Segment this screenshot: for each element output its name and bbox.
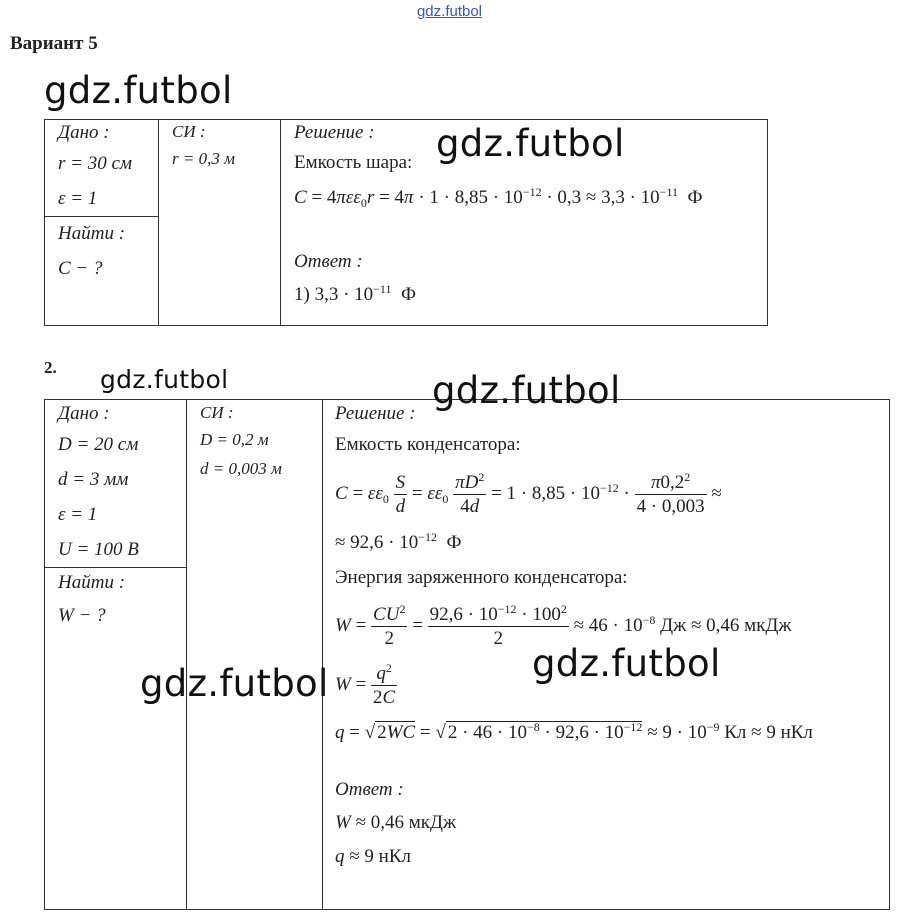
capacitance-text: Емкость конденсатора: [335,434,521,455]
energy-text: Энергия заряженного конденсатора: [335,567,628,588]
p2-given-cell [45,400,187,568]
given-item: U = 100 В [58,539,139,560]
find-item: W − ? [58,605,106,626]
find-item: C − ? [58,258,103,279]
watermark: gdz.futbol [140,662,329,705]
watermark-link[interactable]: gdz.futbol [416,3,483,20]
problem-2-table [44,399,890,910]
p1-given-cell [45,120,159,217]
given-item: ε = 1 [58,188,98,209]
watermark: gdz.futbol [532,642,721,685]
given-item: ε = 1 [58,504,98,525]
answer-prefix: 1) [294,284,310,305]
formula-energy-charge: W = $\frac{q^2}{2C}$ [335,661,396,709]
answer-value: 1) $3,3 \cdot 10^{-11}$ Ф [294,282,416,305]
si-item: D = 0,2 м [200,430,269,449]
formula-charge: q = √ 2WC = √ $2 \cdot 46 \cdot 10^{-8} \cdot 92,6 \cdot 10^{-12} \approx 9 \cdot 10^{-9}$ Кл ≈ 9 нКл [335,720,813,743]
find-label: Найти : [58,223,126,244]
given-item: r = 30 см [58,153,133,174]
si-item: r = 0,3 м [172,149,235,168]
formula-capacitance: $C = \varepsilon\varepsilon_0$ $\frac{S}{d}$ = $\varepsilon\varepsilon_0$ $\frac{\pi D^2}{4d}$ = $1 \cdot 8,85 \cdot 10^{-12}$ · $\frac{\pi 0,2^2}{4 \cdot 0,003}$ ≈ [335,470,722,518]
p2-si-cell [187,400,323,910]
si-label: СИ : [200,403,234,422]
given-label: Дано : [58,122,110,143]
solution-label: Решение : [294,122,375,143]
watermark: gdz.futbol [44,69,233,112]
solution-text: Емкость шара: [294,152,413,173]
p1-find-cell [45,217,159,326]
formula-energy: W = $\frac{CU^2}{2}$ = $\frac{92,6 \cdot 10^{-12} \cdot 100^2}{2}$ ≈ $46 \cdot 10^{-8}$ Дж ≈ 0,46 мкДж [335,602,792,650]
answer-energy: W ≈ 0,46 мкДж [335,812,457,833]
given-item: d = 3 мм [58,469,129,490]
answer-label: Ответ : [294,251,363,272]
solution-label: Решение : [335,403,416,424]
find-label: Найти : [58,572,126,593]
answer-charge: q ≈ 9 нКл [335,846,411,867]
si-label: СИ : [172,122,206,141]
given-item: D = 20 см [58,434,139,455]
answer-label: Ответ : [335,779,404,800]
formula-capacitance-sphere: $C = 4\pi\varepsilon\varepsilon_0r = 4\pi \cdot 1 \cdot 8,85 \cdot 10^{-12} \cdot 0,3 \approx 3,3 \cdot 10^{-11}$ Ф [294,185,703,210]
watermark: gdz.futbol [432,369,621,412]
page-title: Вариант 5 [10,33,98,54]
p1-si-cell [159,120,281,326]
problem-2-number: 2. [44,358,57,377]
watermark: gdz.futbol [100,365,229,394]
watermark: gdz.futbol [436,122,625,165]
problem-1-table [44,119,768,326]
si-item: d = 0,003 м [200,459,282,478]
capacitance-result: ≈ $92,6 \cdot 10^{-12}$ Ф [335,530,462,553]
given-label: Дано : [58,403,110,424]
p2-find-cell [45,568,187,910]
